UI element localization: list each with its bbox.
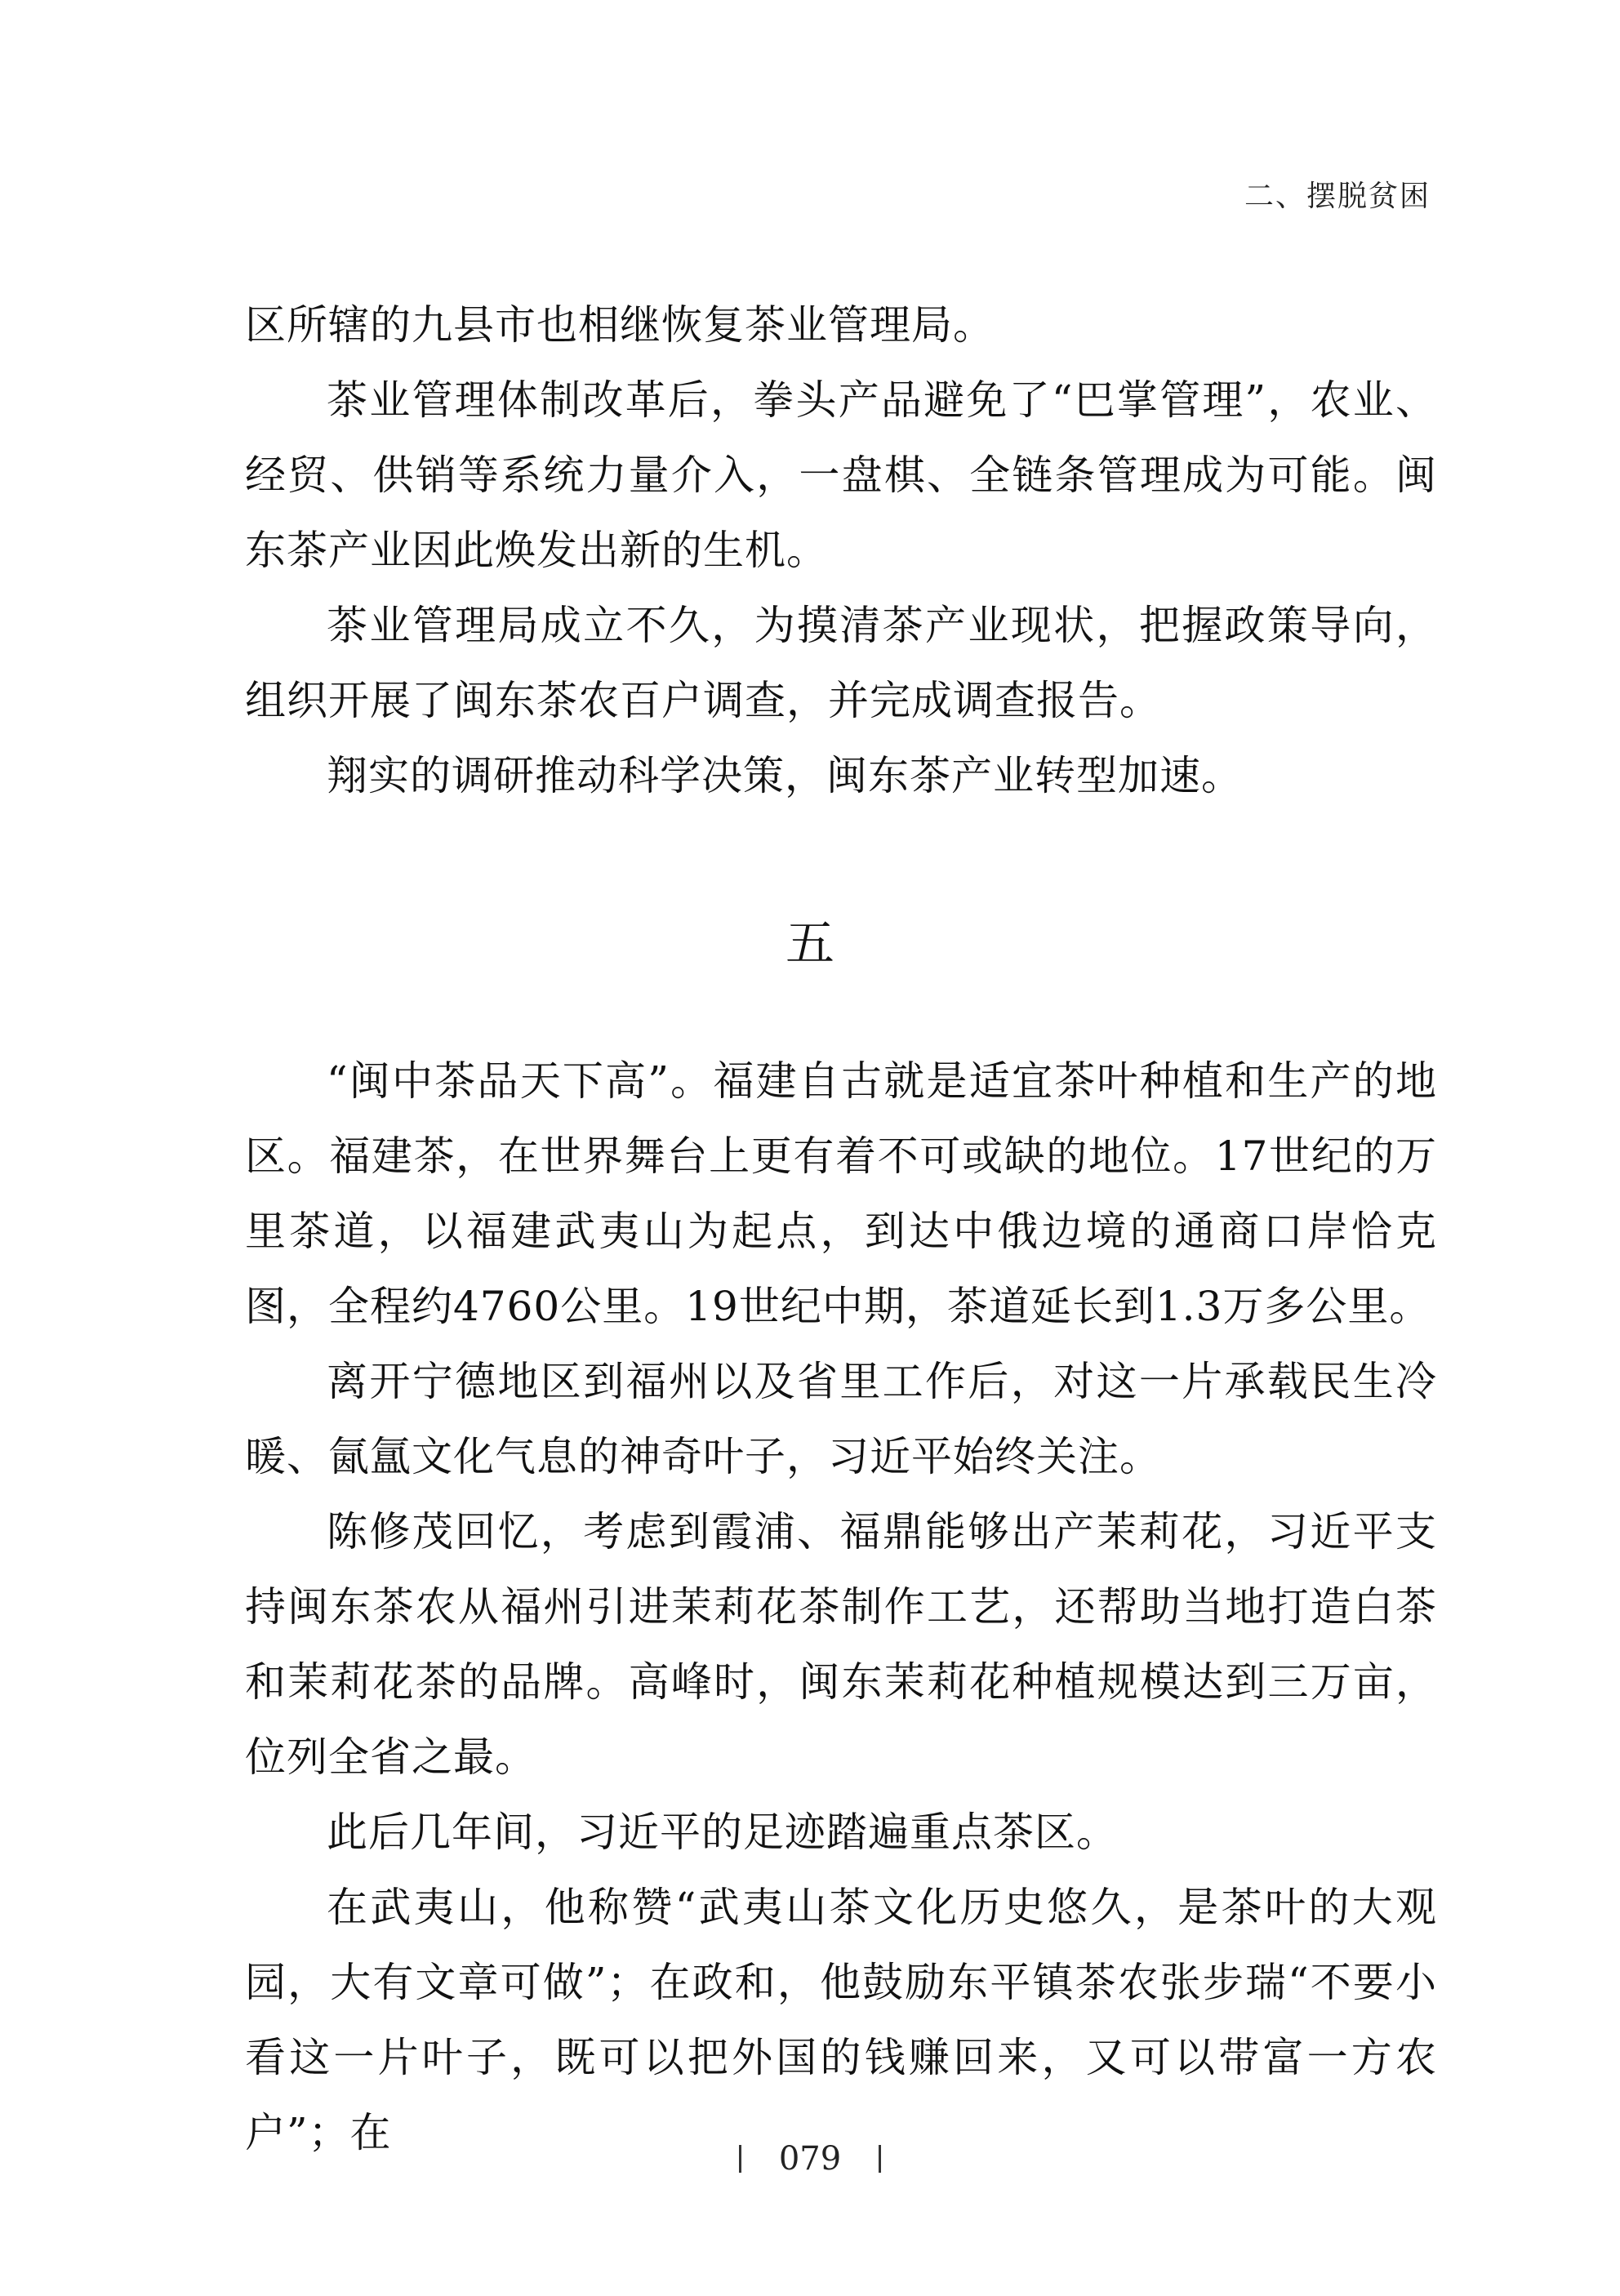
paragraph: 茶业管理局成立不久，为摸清茶产业现状，把握政策导向，组织开展了闽东茶农百户调查，并完成调查报告。 bbox=[245, 602, 1437, 724]
footer-left-rule bbox=[739, 2145, 741, 2173]
paragraph: 区所辖的九县市也相继恢复茶业管理局。 bbox=[245, 301, 995, 349]
running-header: 二、摆脱贫困 bbox=[1244, 180, 1431, 213]
section-heading: 五 bbox=[786, 915, 834, 972]
text-block-section-five bbox=[245, 1043, 1437, 2170]
paragraph: 翔实的调研推动科学决策，闽东茶产业转型加速。 bbox=[327, 752, 1243, 799]
page-number: 079 bbox=[778, 2140, 842, 2178]
page-footer bbox=[0, 2138, 1620, 2178]
footer-right-rule bbox=[879, 2145, 881, 2173]
paragraph: 陈修茂回忆，考虑到霞浦、福鼎能够出产茉莉花，习近平支持闽东茶农从福州引进茉莉花茶制作工艺，还帮助当地打造白茶和茉莉花茶的品牌。高峰时，闽东茉莉花种植规模达到三万亩，位列全省之最。 bbox=[245, 1508, 1437, 1781]
paragraph: 离开宁德地区到福州以及省里工作后，对这一片承载民生冷暖、氤氲文化气息的神奇叶子，习近平始终关注。 bbox=[245, 1358, 1437, 1480]
paragraph: 此后几年间，习近平的足迹踏遍重点茶区。 bbox=[327, 1809, 1118, 1856]
paragraph: 在武夷山，他称赞“武夷山茶文化历史悠久，是茶叶的大观园，大有文章可做”；在政和，他鼓励东平镇茶农张步瑞“不要小看这一片叶子，既可以把外国的钱赚回来，又可以带富一方农户”；在 bbox=[245, 1884, 1437, 2156]
paragraph: 茶业管理体制改革后，拳头产品避免了“巴掌管理”，农业、经贸、供销等系统力量介入，一盘棋、全链条管理成为可能。闽东茶产业因此焕发出新的生机。 bbox=[245, 376, 1437, 574]
text-block-before-section bbox=[245, 287, 1437, 813]
paragraph: “闽中茶品天下高”。福建自古就是适宜茶叶种植和生产的地区。福建茶，在世界舞台上更有着不可或缺的地位。17世纪的万里茶道，以福建武夷山为起点，到达中俄边境的通商口岸恰克图，全程约4760公里。19世纪中期，茶道延长到1.3万多公里。 bbox=[245, 1057, 1437, 1330]
